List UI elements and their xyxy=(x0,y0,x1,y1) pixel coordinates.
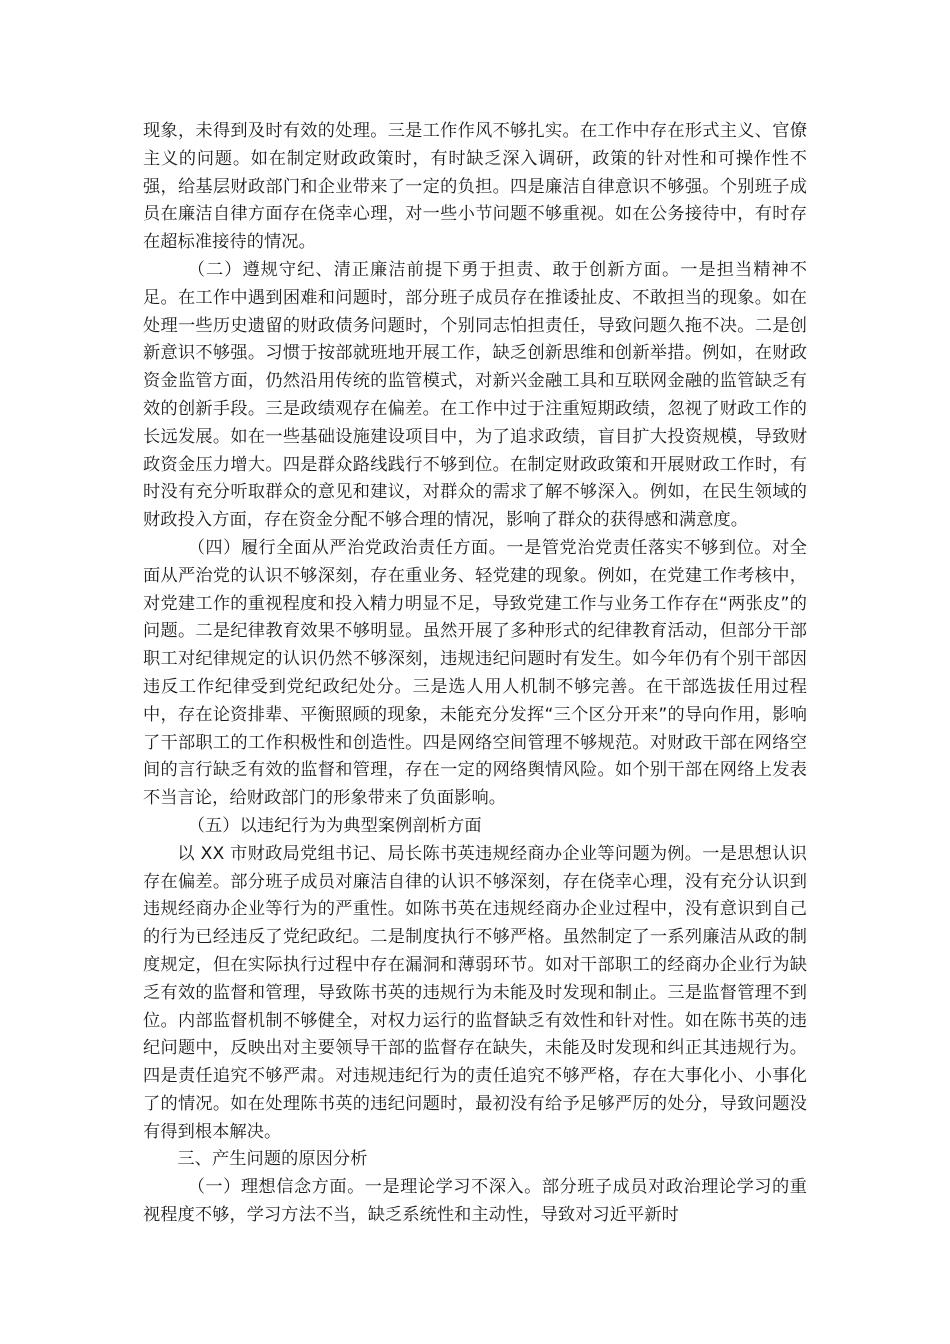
paragraph-section-2: （二）遵规守纪、清正廉洁前提下勇于担责、敢于创新方面。一是担当精神不足。在工作中遇到困难和问题时，部分班子成员存在推诿扯皮、不敢担当的现象。如在处理一些历史遗留的财政债务问题时，个别同志怕担责任，导致问题久拖不决。二是创新意识不够强。习惯于按部就班地开展工作，缺乏创新思维和创新举措。例如，在财政资金监管方面，仍然沿用传统的监管模式，对新兴金融工具和互联网金融的监管缺乏有效的创新手段。三是政绩观存在偏差。在工作中过于注重短期政绩，忽视了财政工作的长远发展。如在一些基础设施建设项目中，为了追求政绩，盲目扩大投资规模，导致财政资金压力增大。四是群众路线践行不够到位。在制定财政政策和开展财政工作时，有时没有充分听取群众的意见和建议，对群众的需求了解不够深入。例如，在民生领域的财政投入方面，存在资金分配不够合理的情况，影响了群众的获得感和满意度。 xyxy=(143,259,807,531)
heading-section-5: （五）以违纪行为为典型案例剖析方面 xyxy=(187,815,482,836)
heading-cause-analysis: 三、产生问题的原因分析 xyxy=(177,1149,368,1170)
document-page xyxy=(143,118,807,1230)
paragraph-case-analysis: 以 XX 市财政局党组书记、局长陈书英违规经商办企业等问题为例。一是思想认识存在偏差。部分班子成员对廉洁自律的认识不够深刻，存在侥幸心理，没有充分认识到违规经商办企业等行为的严重性。如陈书英在违规经商办企业过程中，没有意识到自己的行为已经违反了党纪政纪。二是制度执行不够严格。虽然制定了一系列廉洁从政的制度规定，但在实际执行过程中存在漏洞和薄弱环节。如对干部职工的经商办企业行为缺乏有效的监督和管理，导致陈书英的违规行为未能及时发现和制止。三是监督管理不到位。内部监督机制不够健全，对权力运行的监督缺乏有效性和针对性。如在陈书英的违纪问题中，反映出对主要领导干部的监督存在缺失，未能及时发现和纠正其违规行为。四是责任追究不够严肃。对违规违纪行为的责任追究不够严格，存在大事化小、小事化了的情况。如在处理陈书英的违纪问题时，最初没有给予足够严厉的处分，导致问题没有得到根本解决。 xyxy=(143,843,807,1142)
paragraph-ideals-beliefs: （一）理想信念方面。一是理论学习不深入。部分班子成员对政治理论学习的重视程度不够，学习方法不当，缺乏系统性和主动性，导致对习近平新时 xyxy=(143,1177,807,1226)
paragraph-continuation: 现象，未得到及时有效的处理。三是工作作风不够扎实。在工作中存在形式主义、官僚主义的问题。如在制定财政政策时，有时缺乏深入调研，政策的针对性和可操作性不强，给基层财政部门和企业带来了一定的负担。四是廉洁自律意识不够强。个别班子成员在廉洁自律方面存在侥幸心理，对一些小节问题不够重视。如在公务接待中，有时存在超标准接待的情况。 xyxy=(143,121,807,253)
paragraph-section-4: （四）履行全面从严治党政治责任方面。一是管党治党责任落实不够到位。对全面从严治党的认识不够深刻，存在重业务、轻党建的现象。例如，在党建工作考核中，对党建工作的重视程度和投入精力明显不足，导致党建工作与业务工作存在“两张皮”的问题。二是纪律教育效果不够明显。虽然开展了多种形式的纪律教育活动，但部分干部职工对纪律规定的认识仍然不够深刻，违规违纪问题时有发生。如今年仍有个别干部因违反工作纪律受到党纪政纪处分。三是选人用人机制不够完善。在干部选拔任用过程中，存在论资排辈、平衡照顾的现象，未能充分发挥“三个区分开来”的导向作用，影响了干部职工的工作积极性和创造性。四是网络空间管理不够规范。对财政干部在网络空间的言行缺乏有效的监督和管理，存在一定的网络舆情风险。如个别干部在网络上发表不当言论，给财政部门的形象带来了负面影响。 xyxy=(143,537,807,809)
